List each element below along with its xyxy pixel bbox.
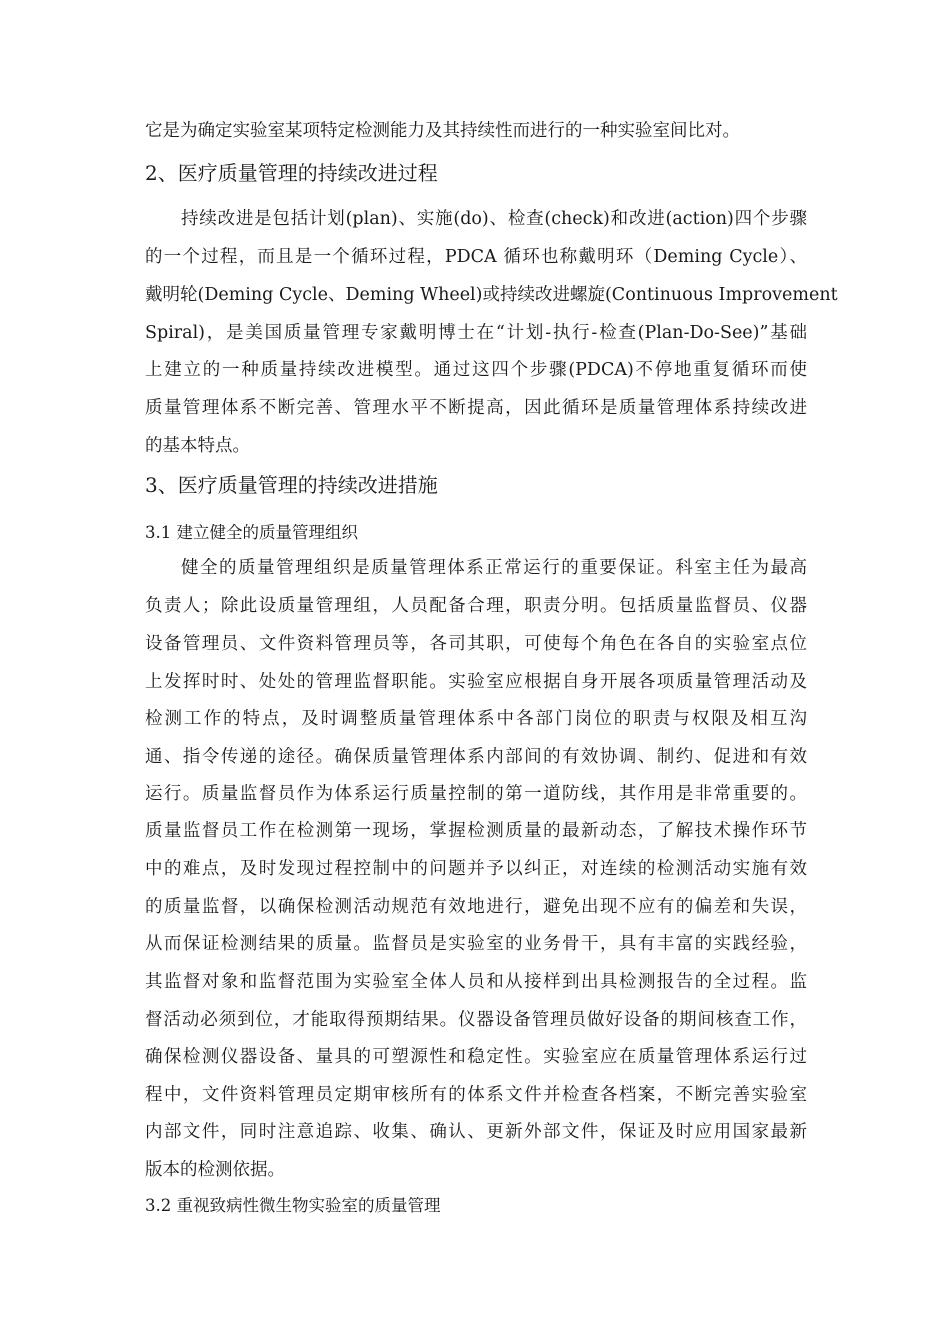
body-text-line: 检测工作的特点，及时调整质量管理体系中各部门岗位的职责与权限及相互沟 [145, 709, 807, 729]
body-text-line: 设备管理员、文件资料管理员等，各司其职，可使每个角色在各自的实验室点位 [145, 634, 807, 654]
body-text-line: 运行。质量监督员作为体系运行质量控制的第一道防线，其作用是非常重要的。 [145, 784, 807, 804]
body-text-line: 版本的检测依据。 [145, 1160, 285, 1180]
body-text-line: 质量监督员工作在检测第一现场，掌握检测质量的最新动态，了解技术操作环节 [145, 821, 807, 841]
body-text-line: 的基本特点。 [145, 436, 250, 456]
body-text-line: 内部文件，同时注意追踪、收集、确认、更新外部文件，保证及时应用国家最新 [145, 1122, 807, 1142]
body-text-line: 的质量监督，以确保检测活动规范有效地进行，避免出现不应有的偏差和失误， [145, 897, 807, 917]
body-text-line: Spiral)，是美国质量管理专家戴明博士在“计划-执行-检查(Plan-Do-See)”基础 [145, 323, 807, 343]
body-text-line: 上发挥时时、处处的管理监督职能。实验室应根据自身开展各项质量管理活动及 [145, 672, 807, 692]
body-text-line: 程中，文件资料管理员定期审核所有的体系文件并检查各档案，不断完善实验室 [145, 1085, 807, 1105]
body-text-line: 戴明轮(Deming Cycle、Deming Wheel)或持续改进螺旋(Continuous Improvement [145, 285, 838, 305]
body-text-line: 上建立的一种质量持续改进模型。通过这四个步骤(PDCA)不停地重复循环而使 [145, 360, 807, 380]
body-text-line: 健全的质量管理组织是质量管理体系正常运行的重要保证。科室主任为最高 [181, 558, 807, 578]
body-text-line: 它是为确定实验室某项特定检测能力及其持续性而进行的一种实验室间比对。 [145, 121, 740, 141]
body-text-line: 从而保证检测结果的质量。监督员是实验室的业务骨干，具有丰富的实践经验， [145, 934, 807, 954]
section-heading: 2、医疗质量管理的持续改进过程 [145, 161, 438, 185]
section-heading: 3、医疗质量管理的持续改进措施 [145, 473, 438, 497]
body-text-line: 负责人；除此设质量管理组，人员配备合理，职责分明。包括质量监督员、仪器 [145, 596, 807, 616]
body-text-line: 持续改进是包括计划(plan)、实施(do)、检查(check)和改进(action)四个步骤 [181, 209, 807, 229]
body-text-line: 质量管理体系不断完善、管理水平不断提高，因此循环是质量管理体系持续改进 [145, 398, 807, 418]
subsection-heading: 3.1 建立健全的质量管理组织 [145, 523, 358, 542]
body-text-line: 中的难点，及时发现过程控制中的问题并予以纠正，对连续的检测活动实施有效 [145, 859, 807, 879]
body-text-line: 确保检测仪器设备、量具的可塑源性和稳定性。实验室应在质量管理体系运行过 [145, 1047, 807, 1067]
subsection-heading: 3.2 重视致病性微生物实验室的质量管理 [145, 1196, 441, 1215]
body-text-line: 督活动必须到位，才能取得预期结果。仪器设备管理员做好设备的期间核查工作， [145, 1010, 807, 1030]
body-text-line: 的一个过程，而且是一个循环过程，PDCA 循环也称戴明环（Deming Cycle）、 [145, 247, 807, 267]
body-text-line: 通、指令传递的途径。确保质量管理体系内部间的有效协调、制约、促进和有效 [145, 747, 807, 767]
body-text-line: 其监督对象和监督范围为实验室全体人员和从接样到出具检测报告的全过程。监 [145, 972, 807, 992]
